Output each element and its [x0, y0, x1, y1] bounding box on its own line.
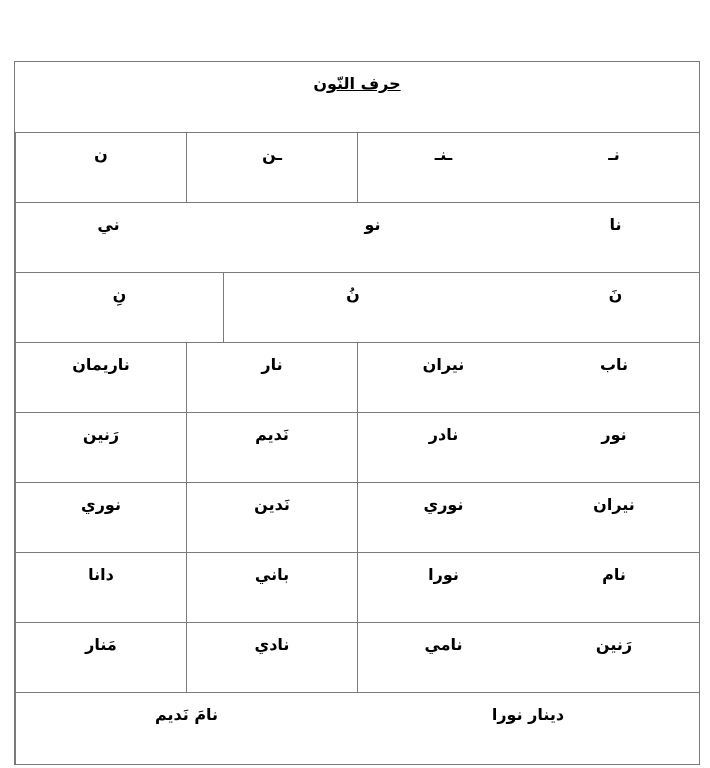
word-cell — [15, 553, 186, 622]
syllable-fatha: نَ — [608, 285, 623, 304]
word: نار — [261, 355, 283, 374]
letter-form-initial: نـ — [608, 145, 620, 164]
word-cell — [529, 483, 699, 552]
syllable-cell-group — [15, 203, 482, 272]
word-cell — [186, 483, 357, 552]
short-syllables-row — [15, 272, 699, 342]
word-cell — [15, 413, 186, 482]
title-cell — [15, 62, 699, 132]
word: نام — [602, 565, 626, 584]
word: ناب — [599, 355, 629, 374]
syllable-nu: نو — [364, 215, 381, 234]
sentence-row — [15, 692, 699, 764]
word-cell — [186, 553, 357, 622]
word-cell — [529, 623, 699, 692]
syllable-na: نا — [609, 215, 622, 234]
form-cell-initial — [529, 133, 699, 202]
word-cell — [357, 623, 529, 692]
worksheet-title: حرف النّون — [313, 74, 401, 93]
syllable-cell-damma — [223, 273, 482, 342]
word-cell — [186, 343, 357, 412]
form-cell-isolated — [15, 133, 186, 202]
word-cell — [357, 553, 529, 622]
word-cell — [186, 413, 357, 482]
word: نادي — [254, 635, 290, 654]
syllable-damma: نُ — [346, 285, 360, 304]
letter-form-final: ـن — [262, 145, 282, 164]
word-cell — [357, 483, 529, 552]
word-row — [15, 412, 699, 482]
word-cell — [357, 413, 529, 482]
word: نَدين — [254, 495, 290, 514]
sentence-cell — [15, 693, 357, 764]
syllable-ni: ني — [97, 215, 120, 234]
word-cell — [529, 413, 699, 482]
word-cell — [357, 343, 529, 412]
word: ناريمان — [72, 355, 130, 374]
word: نادر — [428, 425, 459, 444]
word-cell — [186, 623, 357, 692]
word-cell — [529, 343, 699, 412]
letter-form-isolated: ن — [94, 145, 108, 164]
word: نامي — [424, 635, 463, 654]
word: رَنين — [595, 635, 633, 654]
word-cell — [15, 623, 186, 692]
word: نَديم — [255, 425, 289, 444]
word-cell — [15, 483, 186, 552]
word: نيران — [593, 495, 635, 514]
word-row — [15, 622, 699, 692]
sentence-cell — [357, 693, 699, 764]
worksheet-table — [14, 61, 700, 765]
syllable-cell-fatha — [482, 273, 701, 342]
word: نوري — [423, 495, 464, 514]
letter-form-medial: ـنـ — [434, 145, 453, 164]
sentence: نامَ نَديم — [154, 705, 219, 724]
word: نيران — [422, 355, 465, 374]
word-row — [15, 342, 699, 412]
syllable-cell-kasra — [15, 273, 223, 342]
word-cell — [15, 343, 186, 412]
letter-forms-row — [15, 132, 699, 202]
word: رَنين — [82, 425, 120, 444]
title-row — [15, 62, 699, 132]
word-row — [15, 482, 699, 552]
word: نورا — [428, 565, 459, 584]
word: دانا — [88, 565, 114, 584]
sentence: دينار نورا — [491, 705, 565, 724]
form-cell-medial — [357, 133, 529, 202]
word-row — [15, 552, 699, 622]
word-cell — [529, 553, 699, 622]
form-cell-final — [186, 133, 357, 202]
syllable-cell-na — [482, 203, 701, 272]
word: مَنار — [85, 635, 117, 654]
syllable-kasra: نِ — [112, 285, 127, 304]
word: نور — [601, 425, 627, 444]
word: باني — [254, 565, 290, 584]
word: نوري — [81, 495, 121, 514]
long-syllables-row — [15, 202, 699, 272]
